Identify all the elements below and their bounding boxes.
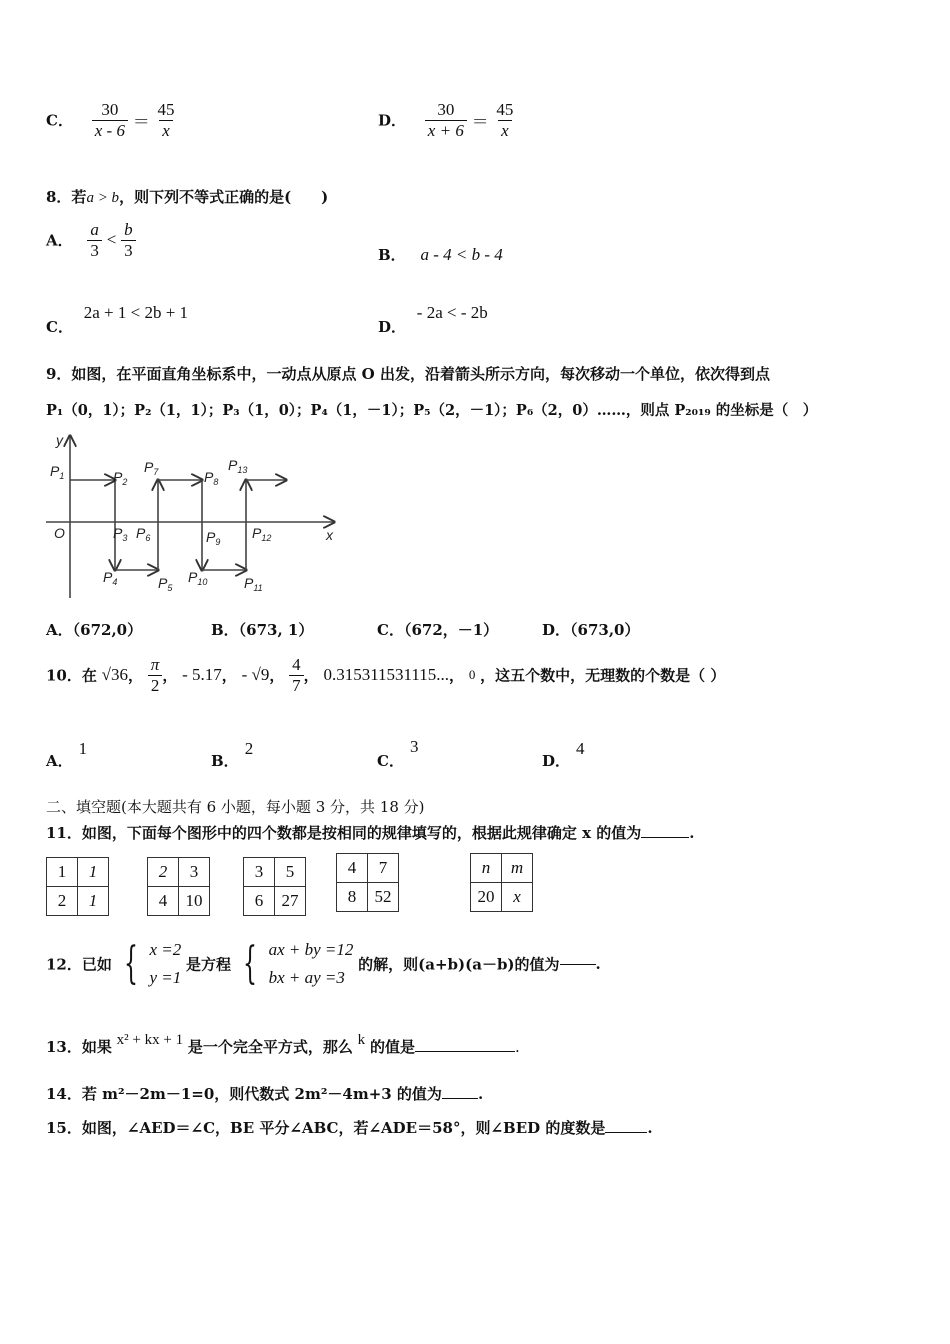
equals-sign: ＝ — [471, 112, 489, 132]
q11-grid-1 — [46, 857, 109, 916]
q12-stem — [46, 936, 601, 992]
grid-cell: 3 — [179, 858, 210, 887]
grid-cell: m — [502, 854, 533, 883]
grid-cell: 6 — [244, 887, 275, 916]
q14-text: 14．若 m²－2m－1=0，则代数式 2m²－4m+3 的值为 — [46, 1085, 442, 1103]
fraction-4-over-7: $\frac{4}{7}$ — [289, 655, 304, 695]
point-label: $P_5$ — [158, 575, 173, 593]
comma: ， — [269, 666, 285, 685]
comma: ， — [449, 666, 465, 685]
k-symbol: k — [357, 1032, 366, 1048]
q7-option-c[interactable] — [46, 100, 178, 140]
q10-option-b[interactable] — [211, 738, 254, 770]
grid-cell: 4 — [337, 854, 368, 883]
equals-sign: ＝ — [132, 112, 150, 132]
grid-cell: 10 — [179, 887, 210, 916]
q11-grid-4 — [336, 853, 399, 912]
q10-stem — [46, 655, 725, 695]
fraction: $\frac{45}{x}$ — [496, 100, 514, 140]
q8-stem — [46, 186, 328, 207]
q15-text: 15．如图，∠AED＝∠C，BE 平分∠ABC，若∠ADE＝58°，则∠BED 的度数是 — [46, 1119, 606, 1137]
q10-suffix: ，这五个数中，无理数的个数是（ ） — [480, 666, 726, 685]
period: . — [477, 1085, 484, 1103]
q13-prefix: 13．如果 — [46, 1038, 112, 1056]
option-label: A． — [46, 231, 73, 250]
option-label: D． — [378, 318, 407, 336]
less-than: < — [106, 230, 117, 250]
option-label: B． — [211, 752, 239, 770]
point-label: $P_{11}$ — [244, 575, 263, 593]
q9-stem-line1: 9．如图，在平面直角坐标系中，一动点从原点 O 出发，沿着箭头所示方向，每次移动一个单位，依次得到点 — [46, 365, 770, 383]
q12-mid: 是方程 — [186, 955, 232, 974]
y-axis-label: y — [56, 432, 63, 448]
grid-cell: 7 — [368, 854, 399, 883]
option-label: A． — [46, 752, 73, 770]
q10-option-d[interactable] — [542, 738, 585, 770]
fraction: $\frac{30}{x + 6}$ — [425, 100, 467, 140]
comma: ， — [303, 666, 319, 685]
fraction: $\frac{b}{3}$ — [121, 220, 136, 260]
option-value: 2 — [244, 739, 254, 758]
point-label: $P_{13}$ — [228, 457, 248, 475]
expression: x² + kx + 1 — [116, 1032, 184, 1048]
q11-text: 11．如图，下面每个图形中的四个数都是按相同的规律填写的，根据此规律确定 x 的值为 — [46, 824, 642, 842]
q8-option-d[interactable] — [378, 302, 488, 336]
comma: ， — [221, 666, 237, 685]
fraction: $\frac{30}{x - 6}$ — [92, 100, 128, 140]
q11-stem — [46, 822, 695, 843]
zero: 0 — [468, 667, 476, 683]
q8-option-b[interactable] — [378, 244, 503, 265]
option-value: 1 — [78, 739, 88, 758]
q8-prefix: 8．若 — [46, 188, 87, 206]
period: . — [595, 955, 601, 973]
point-label: $P_7$ — [144, 459, 159, 477]
brace: { — [123, 938, 138, 989]
q15-stem — [46, 1117, 653, 1138]
period: . — [514, 1038, 520, 1056]
point-label: $P_2$ — [113, 469, 128, 487]
fraction-pi-over-2: $\frac{\pi}{2}$ — [148, 655, 163, 695]
grid-cell: 27 — [275, 887, 306, 916]
point-label: $P_9$ — [206, 529, 221, 547]
grid-cell: 4 — [148, 887, 179, 916]
answer-blank[interactable] — [415, 1051, 515, 1052]
q11-grid-3 — [243, 857, 306, 916]
q8-option-c[interactable] — [46, 302, 189, 336]
q9-option-d[interactable]: D．（673,0） — [542, 621, 640, 639]
period: . — [689, 824, 695, 842]
grid-cell: 5 — [275, 858, 306, 887]
option-value: 3 — [409, 737, 419, 756]
option-label: D． — [378, 111, 407, 130]
neg-5-17: - 5.17 — [182, 665, 222, 685]
q7-option-d[interactable] — [378, 100, 516, 140]
q12-suffix: 的解，则(a+b)(a－b)的值为 — [358, 955, 560, 974]
grid-cell: 8 — [337, 883, 368, 912]
q9-stem-line2: P₁（0，1）；P₂（1，1）；P₃（1，0）；P₄（1，－1）；P₅（2，－1）；P₆（2，0）……，则点 P₂₀₁₉ 的坐标是（ ） — [46, 402, 818, 419]
neg-sqrt-9: - √9 — [241, 665, 270, 685]
answer-blank[interactable] — [605, 1132, 647, 1133]
q11-grid-2 — [147, 857, 210, 916]
comma: ， — [162, 666, 178, 685]
option-value: 4 — [576, 739, 585, 758]
section-title: 二、填空题(本大题共有 6 小题，每小题 3 分，共 18 分) — [46, 798, 425, 816]
option-label: C． — [46, 318, 73, 336]
option-text: - 2a < - 2b — [416, 303, 488, 322]
grid-cell: 52 — [368, 883, 399, 912]
point-label: $P_{10}$ — [188, 569, 208, 587]
q8-option-a[interactable] — [46, 220, 136, 260]
equation-system: ax + by =12 bx + ay =3 — [268, 940, 354, 987]
grid-cell: 1 — [78, 858, 109, 887]
q11-grid-5 — [470, 853, 533, 912]
q10-option-a[interactable] — [46, 738, 88, 770]
point-label: $P_8$ — [204, 469, 219, 487]
fraction: $\frac{a}{3}$ — [87, 220, 102, 260]
option-label: C． — [46, 111, 73, 130]
grid-cell: 2 — [148, 858, 179, 887]
q9-coordinate-figure — [40, 430, 340, 600]
q12-prefix: 12．已如 — [46, 955, 112, 974]
grid-cell: x — [502, 883, 533, 912]
origin-label: O — [54, 525, 65, 541]
repeating-decimal: 0.315311531115... — [323, 665, 450, 685]
point-label: $P_4$ — [103, 569, 118, 587]
option-label: D． — [542, 752, 571, 770]
point-label: $P_1$ — [50, 463, 65, 481]
q8-suffix: ，则下列不等式正确的是( ) — [119, 188, 329, 206]
point-label: $P_{12}$ — [252, 525, 272, 543]
grid-cell: 3 — [244, 858, 275, 887]
x-axis-label: x — [326, 527, 333, 543]
comma: ， — [128, 666, 144, 685]
q13-mid: 是一个完全平方式，那么 — [187, 1038, 353, 1056]
option-text: a - 4 < b - 4 — [420, 245, 503, 264]
solution-system: x =2 y =1 — [149, 940, 182, 987]
grid-cell: 20 — [471, 883, 502, 912]
option-label: C． — [377, 752, 404, 770]
grid-cell: n — [471, 854, 502, 883]
q14-stem — [46, 1083, 483, 1104]
q9-option-a[interactable]: A．（672,0） — [46, 621, 143, 639]
point-label: $P_6$ — [136, 525, 151, 543]
grid-cell: 2 — [47, 887, 78, 916]
answer-blank[interactable] — [641, 837, 689, 838]
point-label: $P_3$ — [113, 525, 128, 543]
answer-blank[interactable] — [560, 964, 596, 965]
fraction: $\frac{45}{x}$ — [157, 100, 175, 140]
option-text: 2a + 1 < 2b + 1 — [83, 303, 189, 322]
brace: { — [242, 938, 257, 989]
q10-option-c[interactable] — [377, 736, 419, 770]
q10-prefix: 10．在 — [46, 666, 97, 685]
q13-stem — [46, 1028, 520, 1056]
sqrt-36: √36 — [101, 665, 128, 685]
q8-condition: a > b — [86, 190, 120, 206]
period: . — [647, 1119, 653, 1137]
option-label: B． — [378, 246, 406, 264]
grid-cell: 1 — [78, 887, 109, 916]
q13-suffix: 的值是 — [369, 1038, 415, 1056]
q9-option-c[interactable]: C．（672，－1） — [377, 621, 499, 639]
q9-option-b[interactable]: B．（673, 1） — [211, 621, 314, 639]
answer-blank[interactable] — [442, 1098, 478, 1099]
grid-cell: 1 — [47, 858, 78, 887]
